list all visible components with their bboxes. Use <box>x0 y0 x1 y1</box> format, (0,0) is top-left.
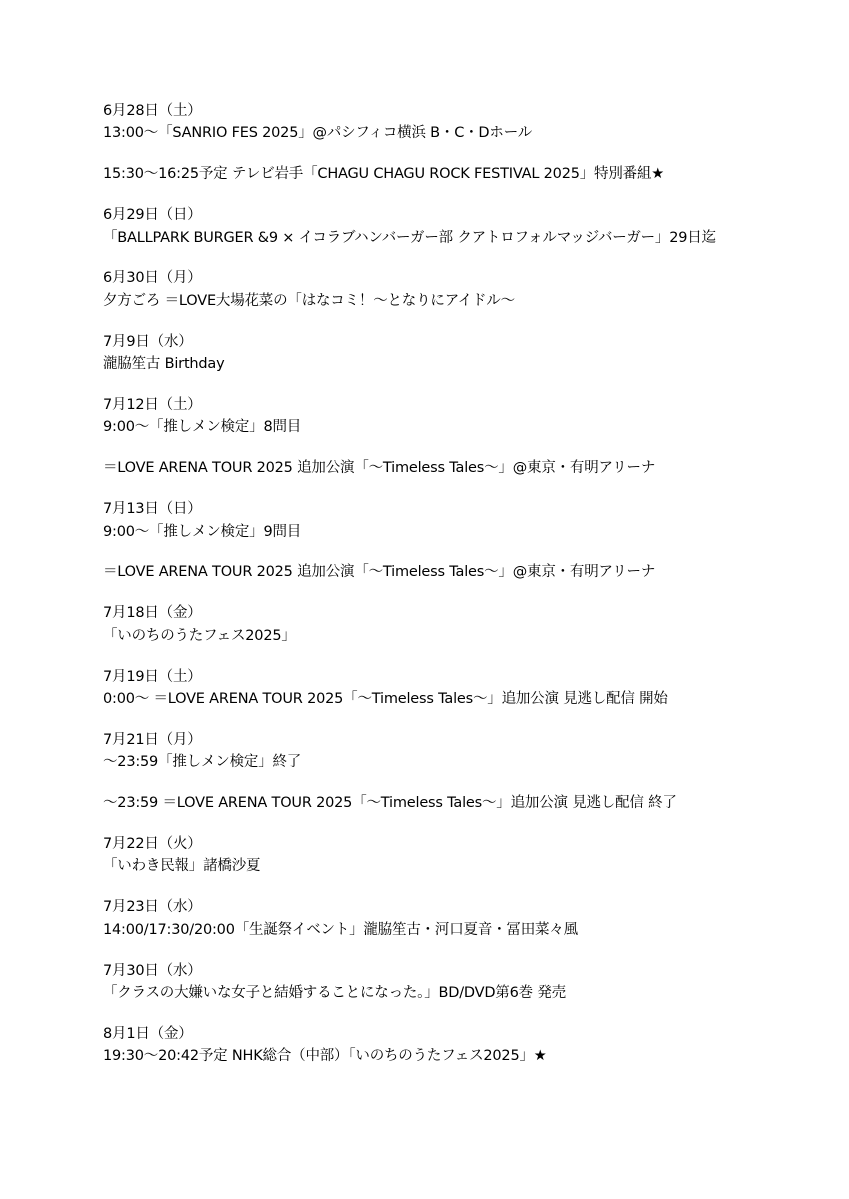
event-line: ～23:59「推しメン検定」終了 <box>103 754 302 771</box>
date-heading: 7月23日（水） <box>103 899 202 916</box>
date-heading: 7月12日（土） <box>103 397 202 414</box>
event-line: 夕方ごろ ＝LOVE大場花菜の「はなコミ！～となりにアイドル～ <box>103 292 515 309</box>
date-heading: 7月9日（水） <box>103 333 193 350</box>
date-heading: 7月13日（日） <box>103 501 202 518</box>
event-line: 「クラスの大嫌いな女子と結婚することになった。」BD/DVD第6巻 発売 <box>103 985 566 1002</box>
date-heading: 7月21日（月） <box>103 731 202 748</box>
date-heading: 7月19日（土） <box>103 668 202 685</box>
event-line: 「いわき民報」諸橋沙夏 <box>103 858 261 875</box>
event-line: ＝LOVE ARENA TOUR 2025 追加公演「～Timeless Tales～」@東京・有明アリーナ <box>103 460 656 477</box>
date-heading: 6月30日（月） <box>103 270 202 287</box>
date-heading: 7月18日（金） <box>103 605 202 622</box>
date-heading: 6月29日（日） <box>103 207 202 224</box>
event-line: 9:00～「推しメン検定」9問目 <box>103 523 302 540</box>
event-line: 14:00/17:30/20:00「生誕祭イベント」瀧脇笙古・河口夏音・冨田菜々風 <box>103 921 578 938</box>
event-line: 19:30～20:42予定 NHK総合（中部）「いのちのうたフェス2025」★ <box>103 1048 547 1065</box>
date-heading: 7月22日（火） <box>103 836 202 853</box>
event-line: ～23:59 ＝LOVE ARENA TOUR 2025「～Timeless Tales～」追加公演 見逃し配信 終了 <box>103 795 677 812</box>
date-heading: 8月1日（金） <box>103 1025 193 1042</box>
date-heading: 7月30日（水） <box>103 962 202 979</box>
event-line: 「BALLPARK BURGER &9 × イコラブハンバーガー部 クアトロフォルマッジバーガー」29日迄 <box>103 229 716 246</box>
event-line: 9:00～「推しメン検定」8問目 <box>103 419 302 436</box>
date-heading: 6月28日（土） <box>103 103 202 119</box>
event-line: 13:00～「SANRIO FES 2025」@パシフィコ横浜 B・C・Dホール <box>103 125 533 142</box>
event-line: 15:30～16:25予定 テレビ岩手「CHAGU CHAGU ROCK FESTIVAL 2025」特別番組★ <box>103 166 665 183</box>
event-line: ＝LOVE ARENA TOUR 2025 追加公演「～Timeless Tales～」@東京・有明アリーナ <box>103 564 656 581</box>
event-line: 0:00～ ＝LOVE ARENA TOUR 2025「～Timeless Tales～」追加公演 見逃し配信 開始 <box>103 691 668 708</box>
event-line: 瀧脇笙古 Birthday <box>103 356 225 373</box>
schedule-document <box>103 100 823 1068</box>
event-line: 「いのちのうたフェス2025」 <box>103 627 296 644</box>
